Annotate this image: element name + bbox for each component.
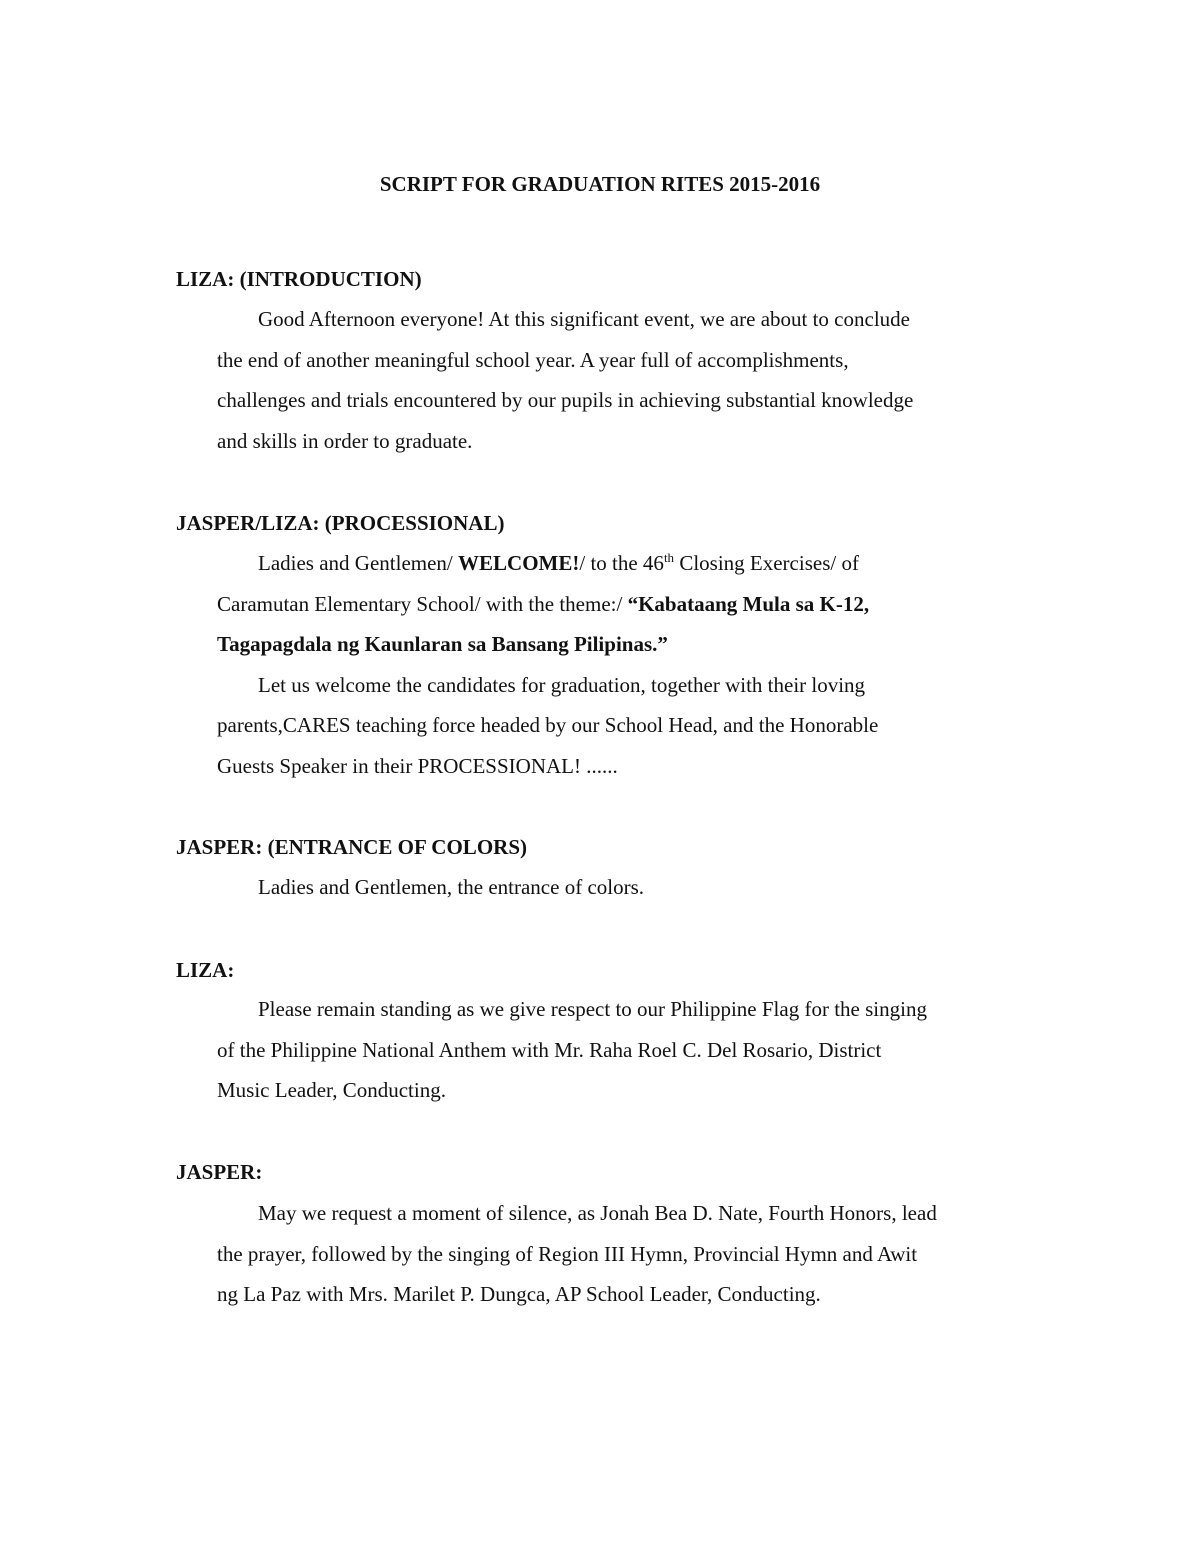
section-body-entrance-of-colors: [217, 867, 1037, 908]
paragraph-line: challenges and trials encountered by our pupils in achieving substantial knowledge: [217, 388, 914, 412]
paragraph-line: Music Leader, Conducting.: [217, 1078, 446, 1102]
welcome-line-text: Closing Exercises/ of: [674, 551, 859, 575]
paragraph-line: Let us welcome the candidates for graduation, together with their loving: [258, 672, 866, 697]
welcome-line-text: / to the 46: [579, 551, 664, 575]
theme-title: “Kabataang Mula sa K-12,: [627, 591, 870, 616]
section-body-processional: [217, 543, 1037, 786]
section-body-liza: [217, 989, 1037, 1111]
paragraph-line: ng La Paz with Mrs. Marilet P. Dungca, AP School Leader, Conducting.: [217, 1282, 821, 1306]
paragraph-line: Please remain standing as we give respect to our Philippine Flag for the singing: [258, 997, 927, 1021]
welcome-emphasis: WELCOME!: [458, 551, 580, 575]
paragraph-line: and skills in order to graduate.: [217, 428, 473, 453]
section-heading-liza: LIZA:: [176, 958, 235, 982]
section-heading-processional: JASPER/LIZA: (PROCESSIONAL): [176, 511, 505, 535]
paragraph-line: Guests Speaker in their PROCESSIONAL! ......: [217, 753, 618, 778]
paragraph-line: Ladies and Gentlemen, the entrance of colors.: [258, 875, 645, 899]
paragraph-line: the prayer, followed by the singing of Region III Hymn, Provincial Hymn and Awit: [217, 1241, 918, 1266]
document-title: SCRIPT FOR GRADUATION RITES 2015-2016: [379, 172, 821, 196]
section-heading-jasper: JASPER:: [176, 1160, 263, 1184]
theme-title-continued: Tagapagdala ng Kaunlaran sa Bansang Pilipinas.”: [217, 632, 668, 656]
section-body-jasper: [217, 1193, 1037, 1315]
paragraph-line: May we request a moment of silence, as Jonah Bea D. Nate, Fourth Honors, lead: [258, 1201, 937, 1225]
paragraph-line: Good Afternoon everyone! At this significant event, we are about to conclude: [258, 307, 910, 331]
theme-line: [217, 584, 1037, 625]
paragraph-line: of the Philippine National Anthem with Mr. Raha Roel C. Del Rosario, District: [217, 1037, 882, 1062]
section-heading-introduction: LIZA: (INTRODUCTION): [176, 267, 422, 291]
paragraph-line: parents,CARES teaching force headed by our School Head, and the Honorable: [217, 713, 879, 737]
paragraph-line: the end of another meaningful school year. A year full of accomplishments,: [217, 347, 849, 372]
welcome-line-text: Ladies and Gentlemen/: [258, 551, 459, 575]
ordinal-superscript: th: [663, 550, 675, 565]
section-body-introduction: [217, 299, 1037, 461]
section-heading-entrance-of-colors: JASPER: (ENTRANCE OF COLORS): [176, 835, 527, 859]
welcome-line: [217, 543, 1037, 584]
theme-line-text: Caramutan Elementary School/ with the theme:/: [217, 591, 628, 616]
